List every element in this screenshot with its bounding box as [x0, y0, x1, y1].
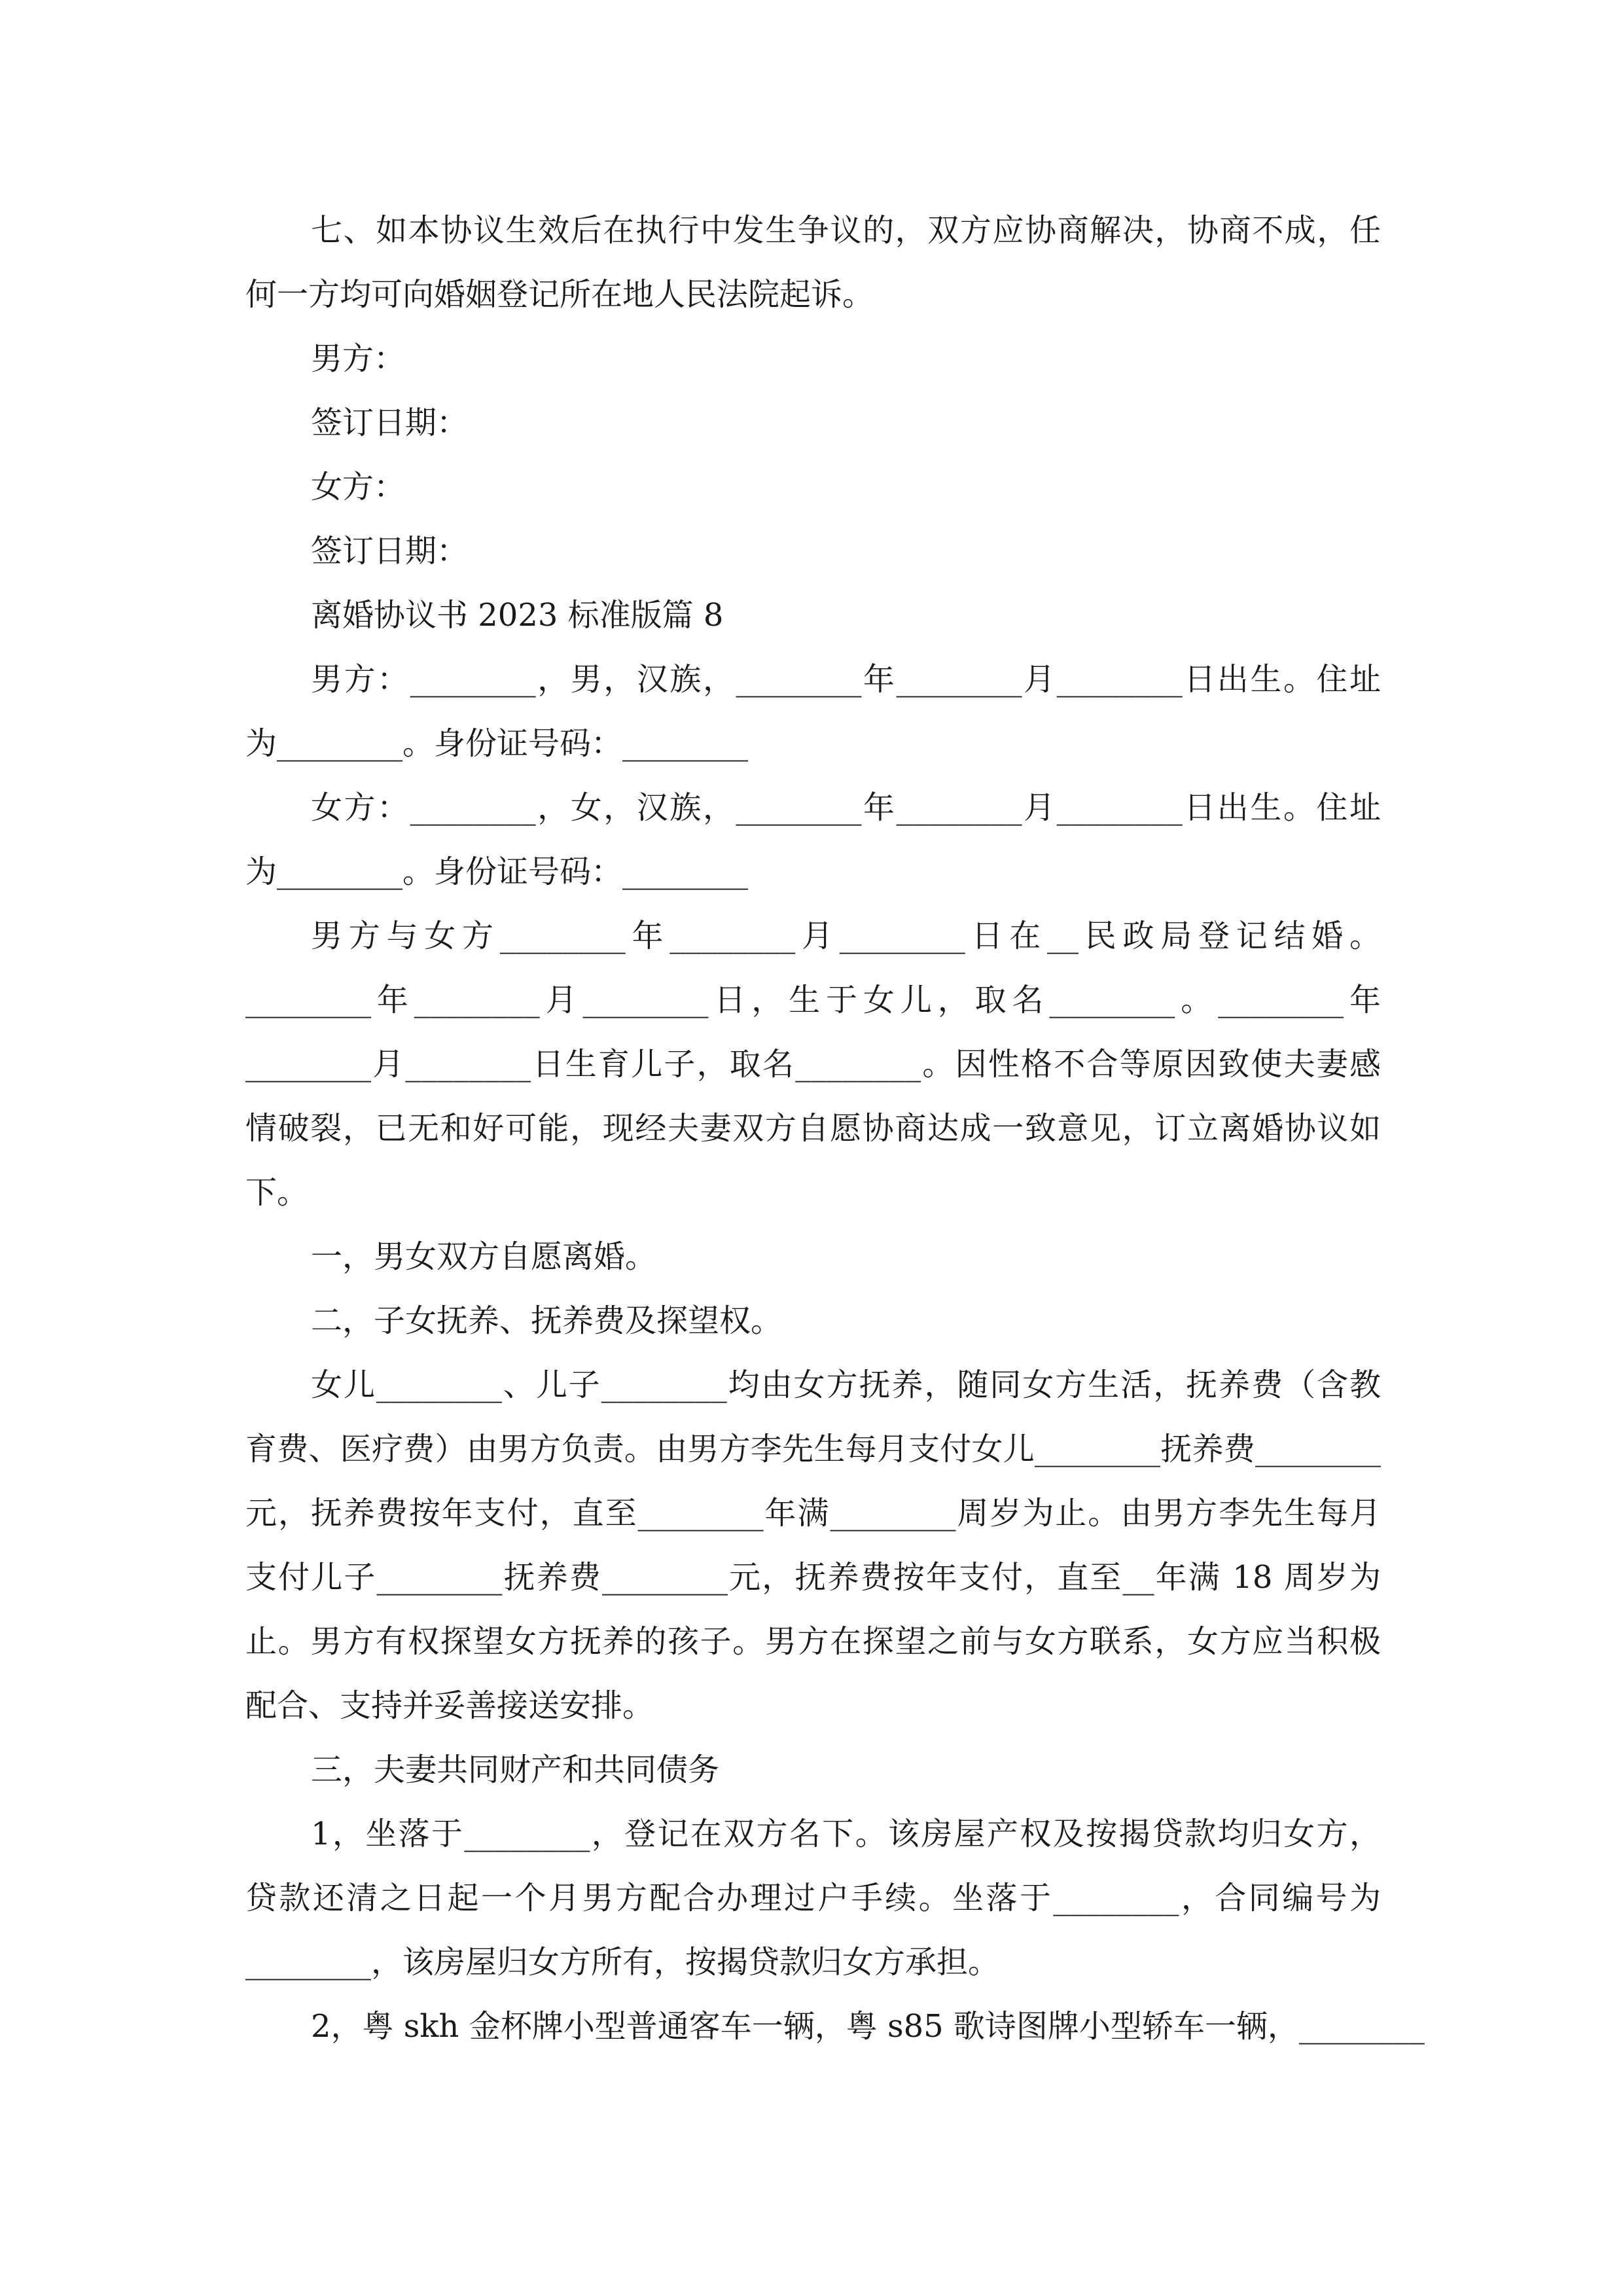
female-info-line-1: 女方：________，女，汉族，________年________月________日出生。住址 — [311, 789, 1381, 826]
marriage-line-2: ________年________月________日，生于女儿，取名________。________年 — [245, 982, 1381, 1018]
female-signature-label: 女方： — [311, 469, 406, 505]
property-line-3: ________，该房屋归女方所有，按揭贷款归女方承担。 — [245, 1944, 1000, 1981]
property-line-1: 1，坐落于________，登记在双方名下。该房屋产权及按揭贷款均归女方， — [311, 1816, 1381, 1852]
custody-line-4: 支付儿子________抚养费________元，抚养费按年支付，直至__年满 18 周岁为 — [245, 1559, 1381, 1596]
custody-line-3: 元，抚养费按年支付，直至________年满________周岁为止。由男方李先生每月 — [245, 1495, 1381, 1532]
male-info-line-1: 男方：________，男，汉族，________年________月________日出生。住址 — [311, 661, 1381, 698]
marriage-line-5: 下。 — [245, 1174, 309, 1211]
female-info-line-2: 为________。身份证号码：________ — [245, 853, 749, 890]
property-line-2: 贷款还清之日起一个月男方配合办理过户手续。坐落于________，合同编号为 — [245, 1880, 1381, 1916]
marriage-line-3: ________月________日生育儿子，取名________。因性格不合等原因致使夫妻感 — [245, 1046, 1381, 1083]
marriage-line-4: 情破裂，已无和好可能，现经夫妻双方自愿协商达成一致意见，订立离婚协议如 — [245, 1110, 1381, 1147]
custody-line-2: 育费、医疗费）由男方负责。由男方李先生每月支付女儿________抚养费________ — [245, 1431, 1381, 1467]
male-sign-date-label: 签订日期： — [311, 404, 469, 441]
male-info-line-2: 为________。身份证号码：________ — [245, 725, 749, 762]
marriage-line-1: 男方与女方________年________月________日在__民政局登记结婚。 — [311, 918, 1381, 954]
clause-7-line-1: 七、如本协议生效后在执行中发生争议的，双方应协商解决，协商不成，任 — [311, 212, 1381, 249]
article-3-heading: 三，夫妻共同财产和共同债务 — [311, 1751, 720, 1788]
female-sign-date-label: 签订日期： — [311, 533, 469, 569]
custody-line-6: 配合、支持并妥善接送安排。 — [245, 1687, 654, 1724]
section-heading: 离婚协议书 2023 标准版篇 8 — [311, 597, 724, 634]
clause-7-line-2: 何一方均可向婚姻登记所在地人民法院起诉。 — [245, 276, 874, 313]
article-1: 一，男女双方自愿离婚。 — [311, 1238, 657, 1275]
custody-line-5: 止。男方有权探望女方抚养的孩子。男方在探望之前与女方联系，女方应当积极 — [245, 1623, 1381, 1660]
custody-line-1: 女儿________、儿子________均由女方抚养，随同女方生活，抚养费（含教 — [311, 1367, 1381, 1403]
vehicle-line-1: 2，粤 skh 金杯牌小型普通客车一辆，粤 s85 歌诗图牌小型轿车一辆，________ — [311, 2008, 1425, 2045]
male-signature-label: 男方： — [311, 340, 406, 377]
article-2-heading: 二，子女抚养、抚养费及探望权。 — [311, 1302, 783, 1339]
